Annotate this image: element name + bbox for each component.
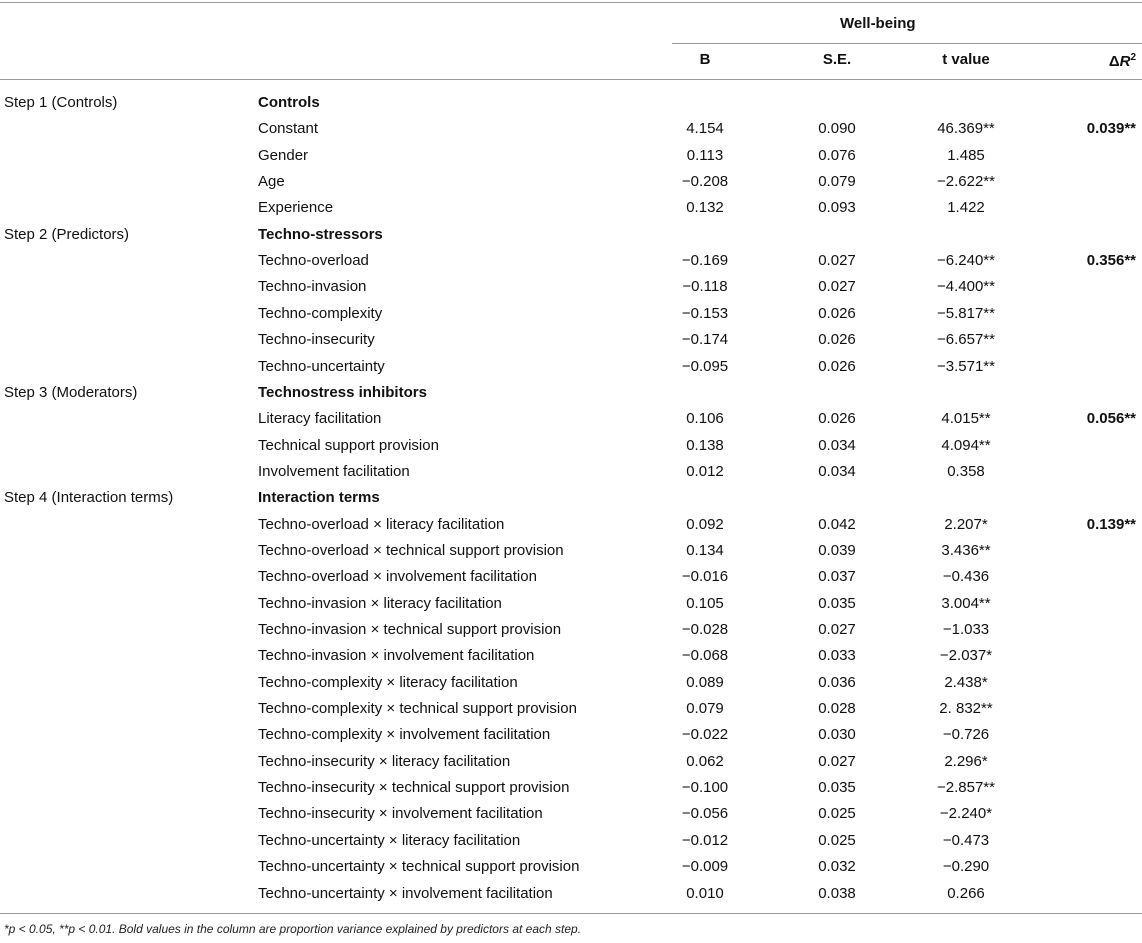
column-header-t: t value <box>942 51 990 68</box>
column-header-b: B <box>699 51 711 68</box>
se-value: 0.030 <box>818 726 856 743</box>
group-header-underline <box>672 43 1142 44</box>
variable-label: Constant <box>258 120 319 137</box>
delta-r2-value: 0.139** <box>1086 516 1136 533</box>
se-value: 0.034 <box>818 437 856 454</box>
b-value: −0.068 <box>681 647 729 664</box>
se-value: 0.035 <box>818 595 856 612</box>
variable-label: Gender <box>258 147 309 164</box>
t-value: −6.657** <box>937 331 995 348</box>
b-value: −0.016 <box>681 568 729 585</box>
variable-label: Involvement facilitation <box>258 463 410 480</box>
delta-r2-value: 0.039** <box>1086 120 1136 137</box>
b-value: −0.118 <box>682 278 728 295</box>
t-value: 4.094** <box>941 437 991 454</box>
se-value: 0.042 <box>818 516 856 533</box>
t-value: 1.422 <box>947 199 985 216</box>
variable-label: Interaction terms <box>258 489 380 506</box>
column-header-delta-r2 <box>1109 49 1136 71</box>
se-value: 0.027 <box>818 278 856 295</box>
t-value: −0.436 <box>942 568 990 585</box>
table-top-rule <box>0 2 1142 3</box>
se-value: 0.027 <box>818 252 856 269</box>
se-value: 0.027 <box>818 753 856 770</box>
b-value: −0.022 <box>681 726 729 743</box>
variable-label: Techno-invasion <box>258 278 367 295</box>
variable-label: Techno-stressors <box>258 226 383 243</box>
variable-label: Techno-complexity × technical support provision <box>258 700 577 717</box>
variable-label: Techno-uncertainty × literacy facilitation <box>258 832 521 849</box>
b-value: −0.012 <box>681 832 729 849</box>
se-value: 0.039 <box>818 542 856 559</box>
t-value: −3.571** <box>937 358 995 375</box>
b-value: −0.208 <box>681 173 729 190</box>
b-value: 0.132 <box>686 199 724 216</box>
t-value: 2.296* <box>944 753 988 770</box>
t-value: −6.240** <box>937 252 995 269</box>
variable-label: Technical support provision <box>258 437 439 454</box>
b-value: −0.174 <box>681 331 729 348</box>
t-value: 4.015** <box>941 410 991 427</box>
b-value: 0.089 <box>686 674 724 691</box>
t-value: 0.358 <box>947 463 985 480</box>
delta-symbol: Δ <box>1108 53 1120 70</box>
t-value: −5.817** <box>937 305 995 322</box>
b-value: 4.154 <box>686 120 724 137</box>
step-label: Step 3 (Moderators) <box>4 384 138 401</box>
se-value: 0.035 <box>818 779 856 796</box>
t-value: 46.369** <box>937 120 995 137</box>
b-value: 0.105 <box>686 595 724 612</box>
t-value: −2.037* <box>939 647 993 664</box>
se-value: 0.033 <box>818 647 856 664</box>
variable-label: Techno-complexity × involvement facilitation <box>258 726 551 743</box>
variable-label: Techno-overload × technical support provision <box>258 542 564 559</box>
variable-label: Techno-overload × literacy facilitation <box>258 516 505 533</box>
t-value: 2. 832** <box>939 700 993 717</box>
se-value: 0.032 <box>818 858 856 875</box>
table-footnote: *p < 0.05, **p < 0.01. Bold values in the column are proportion variance explained by predictors at each step. <box>4 922 582 936</box>
b-value: −0.009 <box>681 858 729 875</box>
t-value: −2.857** <box>937 779 995 796</box>
group-header: Well-being <box>840 15 916 32</box>
variable-label: Age <box>258 173 285 190</box>
b-value: 0.062 <box>686 753 724 770</box>
se-value: 0.028 <box>818 700 856 717</box>
variable-label: Techno-invasion × literacy facilitation <box>258 595 502 612</box>
t-value: −2.240* <box>939 805 993 822</box>
step-label: Step 4 (Interaction terms) <box>4 489 174 506</box>
variable-label: Techno-insecurity × literacy facilitation <box>258 753 511 770</box>
se-value: 0.026 <box>818 358 856 375</box>
t-value: 2.438* <box>944 674 988 691</box>
t-value: 1.485 <box>947 147 985 164</box>
variable-label: Techno-overload <box>258 252 369 269</box>
variable-label: Techno-overload × involvement facilitation <box>258 568 537 585</box>
b-value: −0.169 <box>681 252 729 269</box>
t-value: −4.400** <box>937 278 995 295</box>
r-symbol: R <box>1119 53 1131 70</box>
variable-label: Techno-complexity × literacy facilitation <box>258 674 518 691</box>
se-value: 0.026 <box>818 305 856 322</box>
se-value: 0.025 <box>818 832 856 849</box>
se-value: 0.026 <box>818 331 856 348</box>
se-value: 0.079 <box>818 173 856 190</box>
variable-label: Techno-uncertainty × involvement facilitation <box>258 885 553 902</box>
header-bottom-rule <box>0 79 1142 80</box>
t-value: 2.207* <box>944 516 988 533</box>
variable-label: Techno-invasion × involvement facilitation <box>258 647 535 664</box>
variable-label: Techno-uncertainty <box>258 358 385 375</box>
t-value: −0.473 <box>942 832 990 849</box>
t-value: 3.004** <box>941 595 991 612</box>
b-value: −0.028 <box>681 621 729 638</box>
step-label: Step 1 (Controls) <box>4 94 118 111</box>
t-value: 3.436** <box>941 542 991 559</box>
table-bottom-rule <box>0 913 1142 914</box>
b-value: 0.113 <box>686 147 724 164</box>
b-value: 0.106 <box>686 410 724 427</box>
variable-label: Techno-insecurity × involvement facilitation <box>258 805 543 822</box>
step-label: Step 2 (Predictors) <box>4 226 130 243</box>
t-value: 0.266 <box>947 885 985 902</box>
b-value: 0.138 <box>686 437 724 454</box>
b-value: 0.079 <box>686 700 724 717</box>
se-value: 0.037 <box>818 568 856 585</box>
se-value: 0.025 <box>818 805 856 822</box>
variable-label: Techno-complexity <box>258 305 383 322</box>
variable-label: Techno-insecurity <box>258 331 375 348</box>
t-value: −2.622** <box>937 173 995 190</box>
t-value: −1.033 <box>942 621 990 638</box>
b-value: −0.095 <box>681 358 729 375</box>
se-value: 0.093 <box>818 199 856 216</box>
se-value: 0.090 <box>818 120 856 137</box>
se-value: 0.026 <box>818 410 856 427</box>
variable-label: Techno-uncertainty × technical support provision <box>258 858 580 875</box>
b-value: −0.153 <box>681 305 729 322</box>
variable-label: Literacy facilitation <box>258 410 382 427</box>
variable-label: Experience <box>258 199 334 216</box>
b-value: 0.012 <box>686 463 724 480</box>
se-value: 0.027 <box>818 621 856 638</box>
variable-label: Technostress inhibitors <box>258 384 427 401</box>
se-value: 0.038 <box>818 885 856 902</box>
variable-label: Techno-insecurity × technical support provision <box>258 779 570 796</box>
se-value: 0.034 <box>818 463 856 480</box>
b-value: −0.100 <box>681 779 729 796</box>
variable-label: Techno-invasion × technical support provision <box>258 621 562 638</box>
delta-r2-value: 0.356** <box>1086 252 1136 269</box>
variable-label: Controls <box>258 94 320 111</box>
b-value: 0.010 <box>686 885 724 902</box>
b-value: 0.092 <box>686 516 724 533</box>
t-value: −0.726 <box>942 726 990 743</box>
t-value: −0.290 <box>942 858 990 875</box>
b-value: −0.056 <box>681 805 729 822</box>
se-value: 0.036 <box>818 674 856 691</box>
r-squared-exponent: 2 <box>1130 52 1136 63</box>
se-value: 0.076 <box>818 147 856 164</box>
b-value: 0.134 <box>686 542 724 559</box>
column-header-se: S.E. <box>822 51 852 68</box>
delta-r2-value: 0.056** <box>1086 410 1136 427</box>
